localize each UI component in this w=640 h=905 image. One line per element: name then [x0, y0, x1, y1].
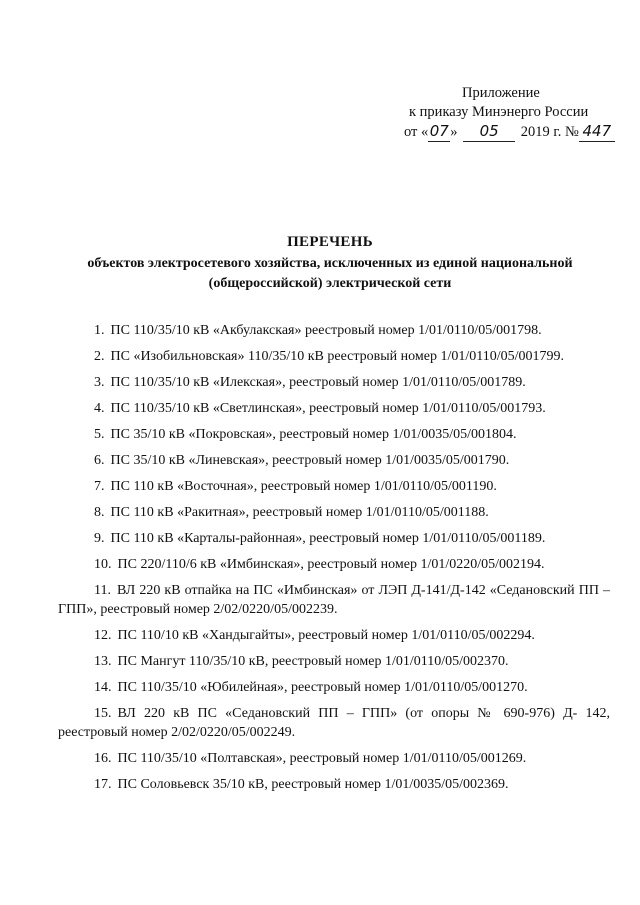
- list-item: [58, 399, 610, 418]
- handwritten-order-number: 447: [579, 122, 615, 142]
- subtitle-line: объектов электросетевого хозяйства, исключенных из единой национальной: [87, 256, 573, 271]
- item-number: 15.: [94, 706, 112, 721]
- document-title: ПЕРЕЧЕНЬ: [287, 234, 373, 250]
- list-item: [58, 347, 610, 366]
- item-text: ВЛ 220 кВ ПС «Седановский ПП – ГПП» (от опоры № 690-976) Д- 142, реестровый номер 2/02/0220/05/002249.: [58, 706, 610, 740]
- item-number: 14.: [94, 680, 112, 695]
- list-item: [58, 704, 610, 742]
- handwritten-day: 07: [429, 122, 449, 140]
- list-item: [58, 775, 610, 794]
- item-number: 5.: [94, 427, 105, 442]
- approval-stamp: [400, 84, 620, 142]
- item-number: 8.: [94, 505, 105, 520]
- item-number: 12.: [94, 628, 112, 643]
- item-text: ПС «Изобильновская» 110/35/10 кВ реестровый номер 1/01/0110/05/001799.: [110, 349, 564, 364]
- list-item: [58, 529, 610, 548]
- item-number: 10.: [94, 557, 112, 572]
- item-number: 6.: [94, 453, 105, 468]
- list-item: [58, 652, 610, 671]
- item-text: ПС 110/10 кВ «Хандыгайты», реестровый номер 1/01/0110/05/002294.: [117, 628, 535, 643]
- item-text: ПС 35/10 кВ «Покровская», реестровый номер 1/01/0035/05/001804.: [110, 427, 517, 442]
- item-text: ПС 110 кВ «Восточная», реестровый номер 1/01/0110/05/001190.: [110, 479, 497, 494]
- order-date-line: [400, 122, 620, 142]
- item-text: ПС 110 кВ «Карталы-районная», реестровый номер 1/01/0110/05/001189.: [110, 531, 546, 546]
- list-item: [58, 581, 610, 619]
- date-mid: »: [450, 124, 462, 140]
- item-text: ПС 110 кВ «Ракитная», реестровый номер 1/01/0110/05/001188.: [110, 505, 489, 520]
- item-text: ПС 220/110/6 кВ «Имбинская», реестровый номер 1/01/0220/05/002194.: [117, 557, 545, 572]
- date-year: 2019 г. №: [517, 124, 579, 140]
- list-item: [58, 749, 610, 768]
- list-item: [58, 503, 610, 522]
- item-number: 16.: [94, 751, 112, 766]
- item-text: ПС 110/35/10 кВ «Акбулакская» реестровый номер 1/01/0110/05/001798.: [110, 323, 542, 338]
- subtitle-line: (общероссийской) электрической сети: [208, 276, 452, 291]
- list-item: [58, 451, 610, 470]
- list-item: [58, 626, 610, 645]
- list-item: [58, 321, 610, 340]
- list-item: [58, 678, 610, 697]
- item-number: 7.: [94, 479, 105, 494]
- item-text: ПС 110/35/10 «Юбилейная», реестровый номер 1/01/0110/05/001270.: [117, 680, 528, 695]
- item-number: 17.: [94, 777, 112, 792]
- objects-list: [58, 316, 610, 794]
- item-text: ПС Мангут 110/35/10 кВ, реестровый номер 1/01/0110/05/002370.: [117, 654, 509, 669]
- item-number: 1.: [94, 323, 105, 338]
- date-prefix: от «: [404, 124, 429, 140]
- list-item: [58, 425, 610, 444]
- item-number: 9.: [94, 531, 105, 546]
- item-text: ВЛ 220 кВ отпайка на ПС «Имбинская» от ЛЭП Д-141/Д-142 «Седановский ПП – ГПП», реестровый номер 2/02/0220/05/002239.: [58, 583, 610, 617]
- appendix-label: Приложение: [462, 85, 540, 101]
- item-text: ПС 110/35/10 кВ «Светлинская», реестровый номер 1/01/0110/05/001793.: [110, 401, 546, 416]
- item-text: ПС 110/35/10 кВ «Илекская», реестровый номер 1/01/0110/05/001789.: [110, 375, 526, 390]
- document-subtitle: [40, 254, 620, 294]
- item-text: ПС 110/35/10 «Полтавская», реестровый номер 1/01/0110/05/001269.: [117, 751, 527, 766]
- item-number: 2.: [94, 349, 105, 364]
- item-number: 13.: [94, 654, 112, 669]
- handwritten-month: 05: [463, 122, 515, 142]
- list-item: [58, 373, 610, 392]
- order-reference: к приказу Минэнерго России: [409, 104, 589, 120]
- list-item: [58, 477, 610, 496]
- item-text: ПС 35/10 кВ «Линевская», реестровый номер 1/01/0035/05/001790.: [110, 453, 510, 468]
- item-text: ПС Соловьевск 35/10 кВ, реестровый номер 1/01/0035/05/002369.: [117, 777, 509, 792]
- item-number: 3.: [94, 375, 105, 390]
- item-number: 4.: [94, 401, 105, 416]
- item-number: 11.: [94, 583, 111, 598]
- document-heading: [40, 232, 620, 294]
- list-item: [58, 555, 610, 574]
